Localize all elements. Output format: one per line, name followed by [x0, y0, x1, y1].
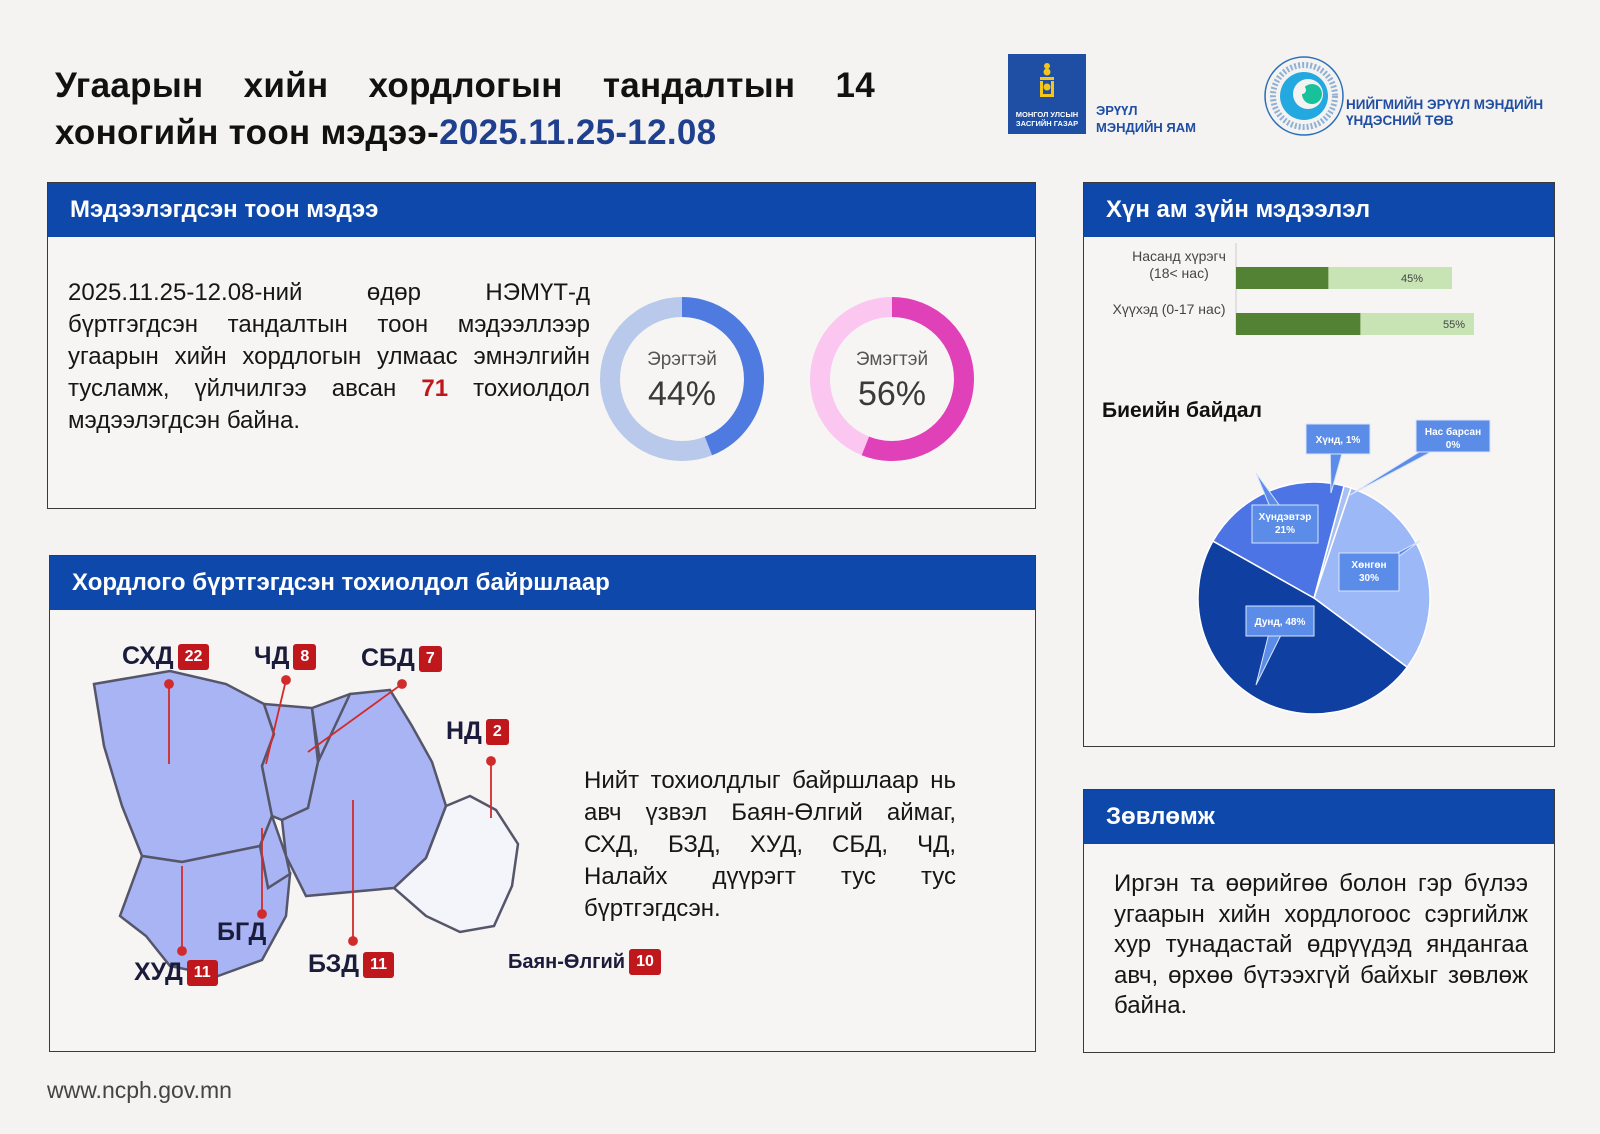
demographics-panel	[1083, 182, 1555, 747]
demographics-header: Хүн ам зүйн мэдээлэл	[1084, 183, 1554, 237]
title-word: 14	[835, 66, 875, 105]
age-bar-chart	[1084, 243, 1556, 353]
female-donut	[808, 295, 976, 463]
pie-slice-label: Хүндэвтэр 21%	[1258, 512, 1312, 536]
district-count-badge: 2	[486, 719, 509, 745]
ministry-name	[1096, 102, 1196, 136]
district-label-khud	[134, 958, 218, 987]
district-label-skhd	[122, 642, 209, 671]
location-panel	[49, 555, 1036, 1052]
district-code: ЧД	[254, 642, 290, 670]
ncph-logo-icon	[1262, 54, 1346, 138]
district-code: БГД	[217, 918, 267, 946]
reported-text	[68, 277, 590, 437]
district-count-badge: 7	[419, 646, 442, 672]
title-line-1	[55, 62, 875, 109]
age-label-line: Хүүхэд (0-17 нас)	[1112, 301, 1226, 317]
age-label-line: Насанд хүрэгч	[1132, 248, 1226, 264]
district-code: СХД	[122, 642, 174, 670]
district-label-nd	[446, 717, 509, 746]
female-label: Эмэгтэй	[855, 349, 929, 370]
title-prefix: хоногийн тоон мэдээ-	[55, 113, 440, 152]
ncph-name	[1346, 97, 1543, 129]
age-bar-value-label: 55%	[1442, 319, 1466, 331]
title-date: 2025.11.25-12.08	[439, 113, 717, 152]
district-count-badge: 11	[187, 960, 218, 986]
case-count: 71	[421, 375, 449, 402]
district-count-badge: 11	[363, 952, 394, 978]
district-label-bzd	[308, 950, 394, 979]
age-label-line: (18< нас)	[1149, 265, 1209, 281]
soyombo-icon	[1037, 60, 1057, 100]
pie-slice-label: Нас барсан 0%	[1424, 427, 1482, 451]
female-percent: 56%	[857, 375, 927, 413]
district-count-badge: 8	[293, 644, 316, 670]
location-header: Хордлого бүртгэгдсэн тохиолдол байршлаар	[50, 556, 1035, 610]
age-bar	[1236, 267, 1328, 289]
district-code: БЗД	[308, 950, 360, 978]
age-bar-value-label: 45%	[1400, 273, 1424, 285]
title-word: тандалтын	[602, 66, 796, 105]
ministry-caption: МОНГОЛ УЛСЫН ЗАСГИЙН ГАЗАР	[1015, 110, 1079, 128]
male-label: Эрэгтэй	[647, 349, 717, 370]
district-count-badge: 10	[629, 949, 661, 975]
pie-slice-label: Дунд, 48%	[1254, 617, 1306, 628]
callout-box	[1252, 505, 1318, 543]
map-region-skhd	[94, 671, 274, 862]
district-code: ХУД	[134, 958, 183, 986]
male-donut	[598, 295, 766, 463]
advice-panel	[1083, 789, 1555, 1053]
pie-slice-label: Хүнд, 1%	[1315, 435, 1361, 446]
condition-pie-chart	[1084, 413, 1556, 748]
age-bar	[1236, 313, 1360, 335]
reported-text-start: 2025.11.25-12.08-ний өдөр НЭМҮТ-д бүртгэгдсэн тандалтын тоон мэдээллээр угаарын хийн хордлогын улмаас эмнэлгийн тусламж, үйлчилгээ авсан	[68, 279, 590, 402]
title-word: хордлогын	[368, 66, 563, 105]
district-count-badge: 22	[178, 644, 210, 670]
district-label-sbd	[361, 644, 442, 673]
ministry-logo	[1008, 54, 1086, 134]
condition-title: Биеийн байдал	[1102, 399, 1262, 422]
district-label-chd	[254, 642, 316, 671]
advice-text: Иргэн та өөрийгөө болон гэр бүлээ угаарын хийн хордлогоос сэргийлж хур тунадастай өдрүүдэд яндангаа авч, өрхөө бүтээхгүй байхыг зөвлөж байна.	[1114, 870, 1528, 1019]
reported-header: Мэдээлэгдсэн тоон мэдээ	[48, 183, 1035, 237]
pie-slice-label: Хөнгөн 30%	[1351, 560, 1387, 584]
district-code: НД	[446, 717, 482, 745]
title-word: хийн	[243, 66, 329, 105]
age-bars-svg	[1084, 243, 1556, 353]
footer-url: www.ncph.gov.mn	[47, 1077, 232, 1103]
reported-text-end: тохиолдол мэдээлэгдсэн байна.	[68, 375, 591, 434]
callout-box	[1339, 553, 1399, 591]
title-word: Угаарын	[55, 66, 204, 105]
reported-panel	[47, 182, 1036, 509]
ncph-name-line: НИЙГМИЙН ЭРҮҮЛ МЭНДИЙН	[1346, 97, 1544, 112]
district-label-bgd	[217, 918, 266, 947]
location-description: Нийт тохиолдлыг байршлаар нь авч үзвэл Баян-Өлгий аймаг, СХД, БЗД, ХУД, СБД, ЧД, Налайх дүүрэгт тус тус бүртгэгдсэн.	[584, 767, 956, 922]
district-label-bayan-olgii	[508, 949, 661, 975]
ministry-name-line: МЭНДИЙН ЯАМ	[1096, 120, 1196, 135]
ministry-name-line: ЭРҮҮЛ	[1096, 103, 1138, 118]
advice-header: Зөвлөмж	[1084, 790, 1554, 844]
page-title	[55, 62, 875, 156]
male-percent: 44%	[647, 375, 717, 413]
district-code: СБД	[361, 644, 415, 672]
district-code: Баян-Өлгий	[508, 950, 626, 973]
ncph-name-line: ҮНДЭСНИЙ ТӨВ	[1346, 113, 1454, 128]
title-line-2	[55, 109, 875, 156]
